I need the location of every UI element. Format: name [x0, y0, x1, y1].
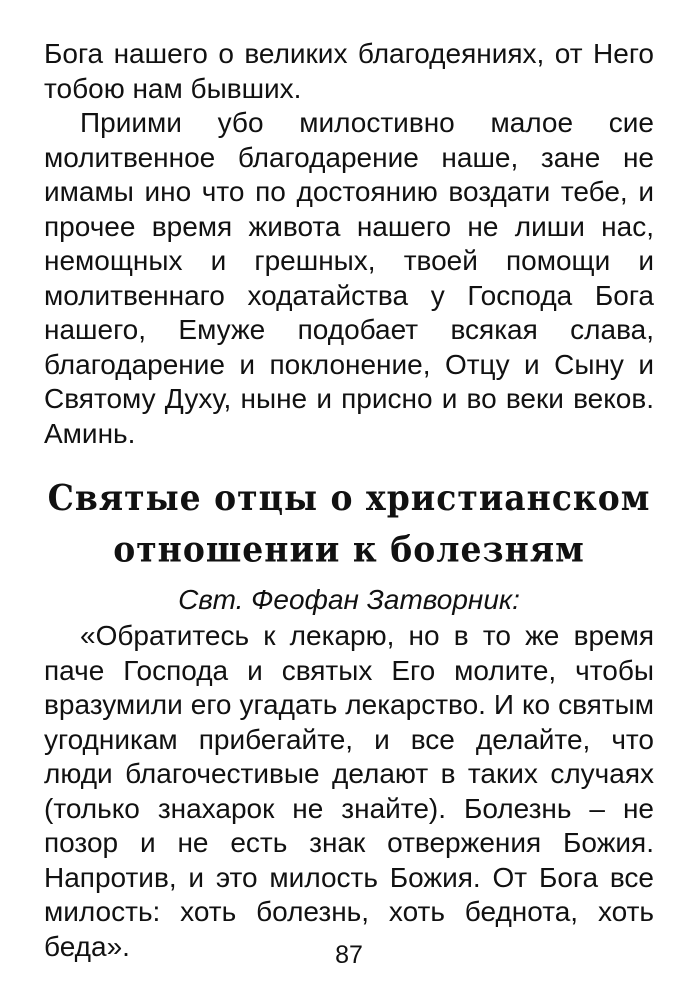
section-heading-line-2: отношении к болезням	[113, 528, 585, 571]
page-number: 87	[335, 941, 363, 969]
paragraph-continuation: Бога нашего о великих благодеяниях, от Него тобою нам бывших.	[44, 38, 654, 104]
book-page	[44, 0, 654, 1000]
quote-author: Свт. Феофан Затворник:	[178, 584, 520, 615]
section-heading-line-1: Святые отцы о христианском	[47, 476, 651, 519]
paragraph-prayer-ending: Приими убо милостивно малое сие молитвенное благодарение наше, зане не имамы ино что по достоянию воздати тебе, и прочее время живота нашего не лиши нас, немощных и грешных, твоей помощи и молитвеннаго ходатайства у Господа Бога нашего, Емуже подобает всякая слава, благодарение и поклонение, Отцу и Сыну и Святому Духу, ныне и присно и во веки веков. Аминь.	[44, 107, 654, 449]
section-heading	[44, 472, 654, 576]
quote-paragraph: «Обратитесь к лекарю, но в то же время паче Господа и святых Его молите, чтобы вразумили его угадать лекарство. И ко святым угодникам прибегайте, и все делайте, что люди благочестивые делают в таких случаях (только знахарок не знайте). Болезнь – не позор и не есть знак отвержения Божия. Напротив, и это милость Божия. От Бога все милость: хоть болезнь, хоть беднота, хоть беда».	[44, 620, 654, 962]
